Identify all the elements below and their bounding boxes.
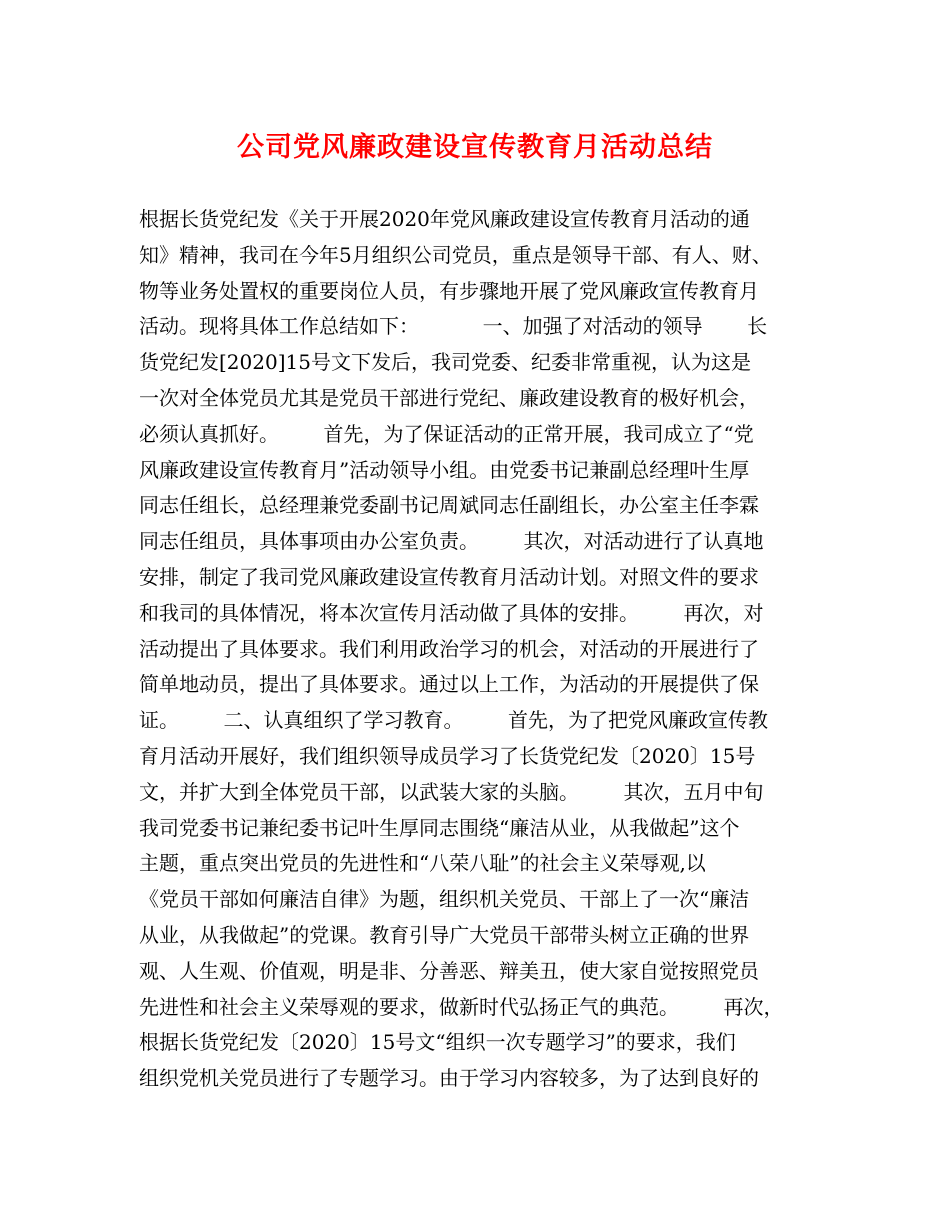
body-line: 货党纪发[2020]15号文下发后，我司党委、纪委非常重视，认为这是 <box>139 350 751 375</box>
document-title: 公司党风廉政建设宣传教育月活动总结 <box>237 132 713 163</box>
body-line: 育月活动开展好，我们组织领导成员学习了长货党纪发〔2020〕15号 <box>139 743 756 768</box>
body-line: 我司党委书记兼纪委书记叶生厚同志围绕“廉洁从业，从我做起”这个 <box>139 815 740 840</box>
body-line: 必须认真抓好。 首先，为了保证活动的正常开展，我司成立了“党 <box>139 421 754 446</box>
body-line: 物等业务处置权的重要岗位人员，有步骤地开展了党风廉政宣传教育月 <box>139 278 759 303</box>
body-line: 主题，重点突出党员的先进性和“八荣八耻”的社会主义荣辱观,以 <box>139 851 706 876</box>
body-line: 简单地动员，提出了具体要求。通过以上工作，为活动的开展提供了保 <box>139 672 759 697</box>
body-line: 《党员干部如何廉洁自律》为题，组织机关党员、干部上了一次“廉洁 <box>139 887 750 912</box>
body-line: 组织党机关党员进行了专题学习。由于学习内容较多，为了达到良好的 <box>139 1066 759 1091</box>
body-line: 先进性和社会主义荣辱观的要求，做新时代弘扬正气的典范。 再次， <box>139 994 784 1019</box>
body-line: 从业，从我做起”的党课。教育引导广大党员干部带头树立正确的世界 <box>139 922 750 947</box>
body-line: 根据长货党纪发《关于开展2020年党风廉政建设宣传教育月活动的通 <box>139 207 750 231</box>
body-line: 安排，制定了我司党风廉政建设宣传教育月活动计划。对照文件的要求 <box>139 564 759 589</box>
body-line: 根据长货党纪发〔2020〕15号文“组织一次专题学习”的要求，我们 <box>139 1030 736 1055</box>
body-line: 证。 二、认真组织了学习教育。 首先，为了把党风廉政宣传教 <box>139 708 769 733</box>
body-line: 一次对全体党员尤其是党员干部进行党纪、廉政建设教育的极好机会， <box>139 385 759 410</box>
body-line: 知》精神，我司在今年5月组织公司党员，重点是领导干部、有人、财、 <box>139 242 772 267</box>
body-line: 风廉政建设宣传教育月”活动领导小组。由党委书记兼副总经理叶生厚 <box>139 457 750 482</box>
body-line: 文，并扩大到全体党员干部，以武装大家的头脑。 其次，五月中旬 <box>139 779 764 804</box>
body-line: 活动提出了具体要求。我们利用政治学习的机会，对活动的开展进行了 <box>139 636 759 661</box>
body-line: 活动。现将具体工作总结如下： 一、加强了对活动的领导 长 <box>139 314 768 339</box>
document-body <box>139 202 839 1097</box>
body-line: 观、人生观、价值观，明是非、分善恶、辩美丑，使大家自觉按照党员 <box>139 958 759 983</box>
body-line: 同志任组员，具体事项由办公室负责。 其次，对活动进行了认真地 <box>139 529 764 554</box>
body-line: 同志任组长，总经理兼党委副书记周斌同志任副组长，办公室主任李霖 <box>139 493 759 518</box>
body-line: 和我司的具体情况，将本次宣传月活动做了具体的安排。 再次，对 <box>139 600 764 625</box>
